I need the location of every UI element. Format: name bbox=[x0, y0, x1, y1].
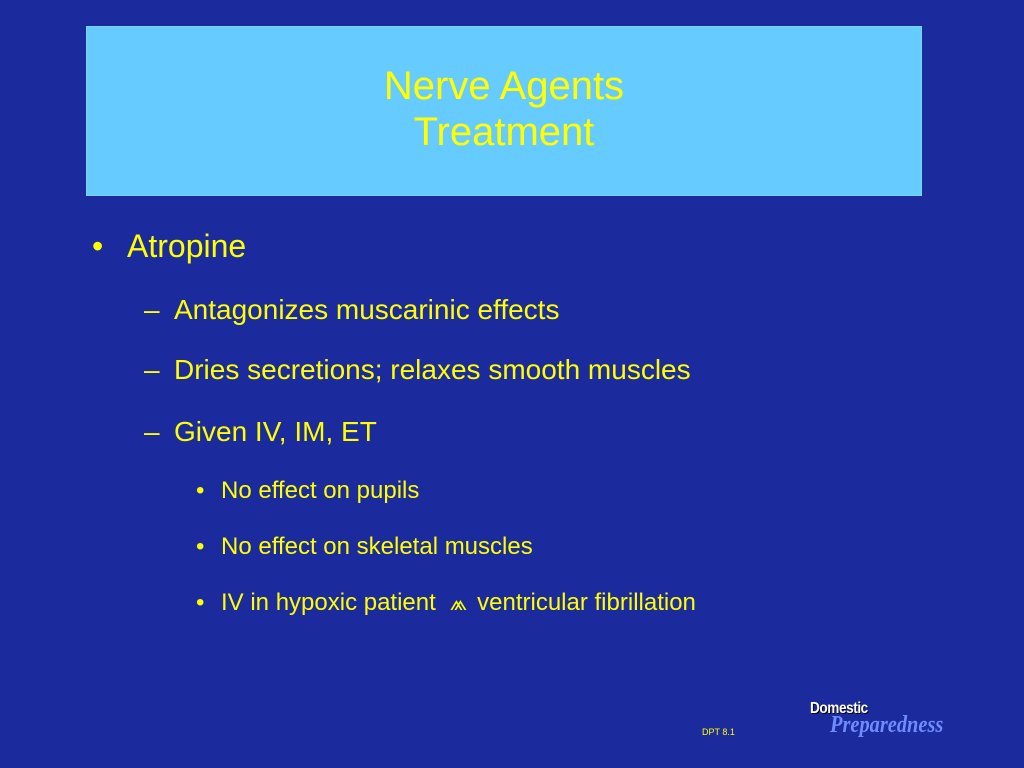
text-before-arrow: IV in hypoxic patient bbox=[221, 589, 436, 616]
bullet-marker: • bbox=[196, 477, 205, 504]
sub-bullet-text: Given IV, IM, ET bbox=[174, 416, 377, 447]
dash-marker: – bbox=[144, 354, 160, 385]
dash-marker: – bbox=[144, 294, 160, 325]
dash-marker: – bbox=[144, 416, 160, 447]
slide-code: DPT 8.1 bbox=[702, 727, 735, 737]
leads-to-arrow-icon: ⩕ bbox=[449, 590, 468, 615]
logo-bottom-text: Preparedness bbox=[830, 712, 944, 738]
logo-top-text: Domestic bbox=[810, 700, 868, 717]
bullet-marker: • bbox=[196, 589, 205, 616]
title-box bbox=[86, 26, 922, 196]
bullet-marker: • bbox=[196, 533, 205, 560]
text-after-arrow: ventricular fibrillation bbox=[477, 589, 696, 616]
slide-title-line-1: Nerve Agents bbox=[383, 64, 625, 108]
sub-bullet-text: Antagonizes muscarinic effects bbox=[174, 294, 560, 325]
domestic-preparedness-logo bbox=[810, 700, 980, 748]
sub-sub-bullet-text bbox=[221, 589, 696, 617]
slide-title-line-2: Treatment bbox=[413, 110, 595, 154]
sub-sub-bullet-text: No effect on pupils bbox=[221, 477, 420, 504]
bullet-marker: • bbox=[92, 228, 104, 264]
sub-bullet-text: Dries secretions; relaxes smooth muscles bbox=[174, 354, 691, 385]
bullet-text: Atropine bbox=[127, 228, 247, 264]
sub-sub-bullet-text: No effect on skeletal muscles bbox=[221, 533, 533, 560]
